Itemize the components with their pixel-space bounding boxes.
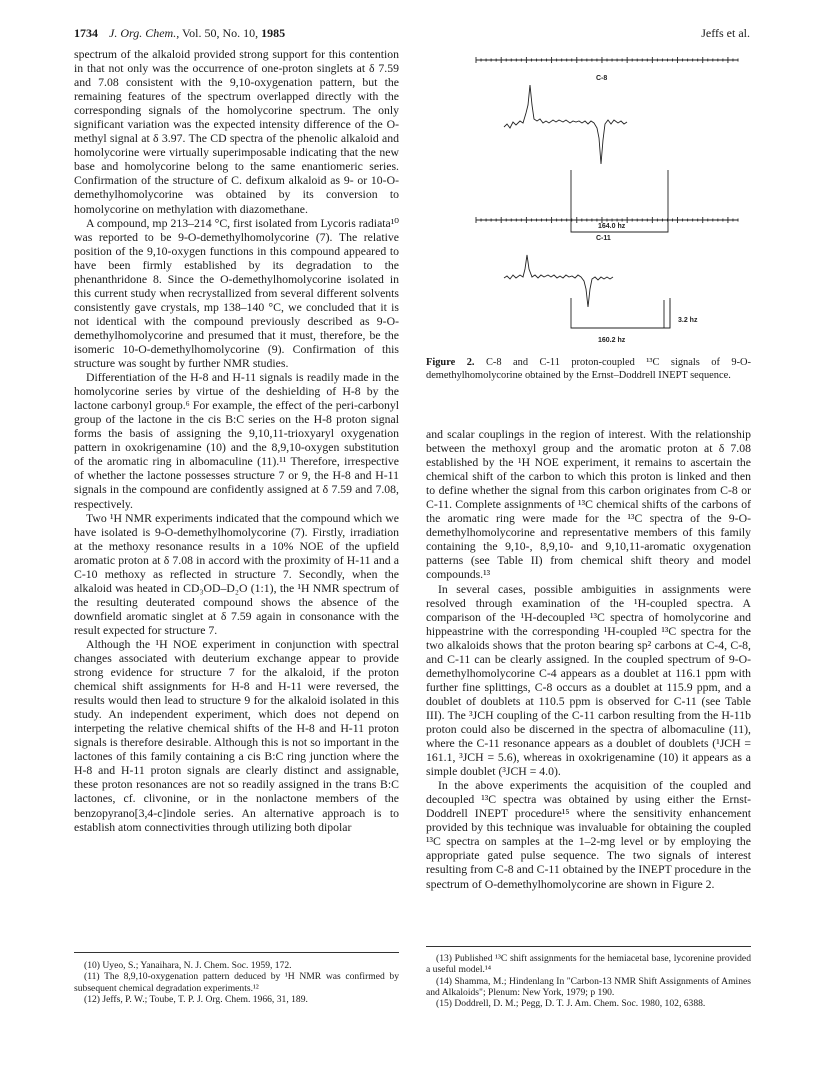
c11-small-width-label: 3.2 hz bbox=[678, 317, 698, 324]
c11-small-bracket bbox=[664, 300, 670, 328]
c8-trace bbox=[504, 85, 627, 164]
body-paragraph: In the above experiments the acquisition of the coupled and decoupled ¹³C spectra was obtained by using either the Ernst-Doddrell INEPT procedure¹⁵ where the sensitivity enhancement provided by this technique was invaluable for obtaining the coupled ¹³C spectra on samples at the 1–2-mg level or by employing the appropriate gated pulse sequence. The two signals of interest resulting from C-8 and C-11 obtained by the INEPT procedure in the spectrum of O-demethylhomolycorine are shown in Figure 2. bbox=[426, 779, 751, 891]
footnotes-left bbox=[74, 960, 399, 1005]
running-authors: Jeffs et al. bbox=[701, 26, 750, 40]
journal-name: J. Org. Chem., bbox=[109, 26, 180, 40]
footnote: (10) Uyeo, S.; Yanaihara, N. J. Chem. Soc. 1959, 172. bbox=[84, 960, 292, 971]
body-paragraph: Differentiation of the H-8 and H-11 signals is readily made in the homolycorine series by virtue of the deshielding of H-8 by the lactone carbonyl group.⁶ For example, the effect of the peri-carbonyl group of the lactone in the cis B:C series on the H-8 proton signal forms the basis of assigning the 9,10,11-trioxyaryl oxygenation pattern in oxokrigenamine (10) and the 8,9,10-oxygen substitution of the aromatic ring in albomaculine (11).¹¹ Therefore, irrespective of whether the lactone possesses structure 7 or 9, the H-8 and H-11 signals in the compound are confidently assigned at δ 7.59 and 7.08, respectively. bbox=[74, 371, 399, 511]
running-header bbox=[74, 26, 750, 44]
c8-label: C-8 bbox=[596, 75, 608, 82]
body-paragraph: Two ¹H NMR experiments indicated that the compound which we have isolated is 9-O-demethylhomolycorine (7). Firstly, irradiation at the methoxy resonance results in a 10% NOE of the upfield aromatic proton at δ 7.08 in accord with the proximity of H-11 and a C-10 methoxy as reflected in structure 7. Secondly, when the alkaloid was heated in CD₃OD–D₂O (1:1), the ¹H NMR spectrum of the resulting deuterated compound shows the absence of the downfield aromatic singlet at δ 7.59 again in consonance with the result expected for structure 7. bbox=[74, 511, 399, 637]
footnote: (14) Shamma, M.; Hindenlang In "Carbon-13 NMR Shift Assignments of Amines and Alkaloids"; Plenum: New York, 1979; p 190. bbox=[426, 975, 751, 998]
nmr-spectra-svg bbox=[426, 46, 751, 346]
c11-width-label: 160.2 hz bbox=[598, 337, 626, 344]
c11-trace bbox=[504, 255, 613, 307]
page-number: 1734 bbox=[74, 26, 98, 40]
footnote: (12) Jeffs, P. W.; Toube, T. P. J. Org. Chem. 1966, 31, 189. bbox=[84, 993, 308, 1005]
footnote: (13) Published ¹³C shift assignments for the hemiacetal base, lycorenine provided a useful model.¹⁴ bbox=[426, 953, 751, 976]
right-column bbox=[426, 428, 751, 892]
figure-2-spectra bbox=[426, 46, 751, 346]
footnote: (11) The 8,9,10-oxygenation pattern deduced by ¹H NMR was confirmed by subsequent chemical degradation experiments.¹² bbox=[74, 971, 399, 994]
c8-width-label: 164.0 hz bbox=[598, 223, 626, 230]
body-paragraph: In several cases, possible ambiguities in assignments were resolved through examination of the ¹H-coupled spectra. A comparison of the ¹H-decoupled ¹³C spectra of homolycorine and hippeastrine with the corresponding ¹H-coupled ¹³C spectra for the two alkaloids shows that the proton bearing sp² carbons at C-4, C-8, and C-11 can be clearly assigned. In the coupled spectrum of 9-O-demethylhomolycorine C-4 appears as a doublet at 116.1 ppm with further fine splittings, C-8 occurs as a doublet at 115.9 ppm, and a doublet of doublets at 110.5 ppm is observed for C-11 (see Table III). The ³JCH coupling of the C-11 carbon resulting from the H-11b proton could also be discerned in the spectra of albomaculine (11), where the C-11 resonance appears as a doublet of doublets (¹JCH = 161.1, ³JCH = 5.6), whereas in oxokrigenamine (10) it appears as a simple doublet (³JCH = 4.0). bbox=[426, 582, 751, 779]
body-paragraph: spectrum of the alkaloid provided strong support for this contention in that not only was the occurrence of one-proton singlets at δ 7.59 and 7.08 consistent with the 9,10-oxygenation pattern, but the remaining features of the spectrum overlapped directly with the corresponding signals of the homolycorine spectrum. The only significant variation was the expected intensity difference of the O-methyl signal at δ 3.97. The CD spectra of the phenolic alkaloid and homolycorine were virtually superimposable indicating that the new base and homolycorine belong to the same enantiomeric series. Confirmation of the structure of C. defixum alkaloid as 9- or 10-O-demethylhomolycorine was obtained by its conversion to homolycorine on methylation with diazomethane. bbox=[74, 48, 399, 216]
figure-caption bbox=[426, 357, 751, 382]
journal-volume: Vol. 50, No. 10, bbox=[182, 26, 259, 40]
caption-text: C-8 and C-11 proton-coupled ¹³C signals of 9-O-demethylhomolycorine obtained by the Ernst–Doddrell INEPT sequence. bbox=[426, 357, 751, 381]
caption-label: Figure 2. bbox=[426, 357, 475, 368]
body-paragraph: and scalar couplings in the region of interest. With the relationship between the methoxyl group and the aromatic proton at δ 7.08 established by the ¹H NOE experiment, it remains to ascertain the chemical shift of the carbon to which this proton is linked and then to define whether the signal from this carbon originates from C-8 or C-11. Complete assignments of ¹³C chemical shifts of the carbons of the aromatic ring were made for the ¹³C spectra of the 9-O-demethylhomolycorine and representative members of this family containing the 9,10-, 8,9,10- and 9,10,11-aromatic oxygenation patterns (see Table II) from chemical shift theory and model compounds.¹³ bbox=[426, 428, 751, 582]
body-paragraph: A compound, mp 213–214 °C, first isolated from Lycoris radiata¹⁰ was reported to be 9-O-demethylhomolycorine (7). The relative position of the 9,10-oxygen functions in this compound appeared to have been firmly established by its degradation to the phenanthridone 8. Since the O-demethylhomolycorine isolated in this current study when recrystallized from several different solvents consistently gave crystals, mp 138–140 °C, we concluded that it is not identical with the compound previously described as 9-O-demethylhomolycorine and presumed that it must, therefore, be the isomeric 10-O-demethylhomolycorine (9). Confirmation of this structure was sought by further NMR studies. bbox=[74, 216, 399, 371]
c11-bracket bbox=[571, 298, 670, 328]
footnote-rule-left bbox=[74, 952, 399, 953]
journal-year: 1985 bbox=[261, 26, 286, 40]
footnotes-right bbox=[426, 953, 751, 1009]
body-paragraph: Although the ¹H NOE experiment in conjunction with spectral changes associated with deuterium exchange appear to provide strong evidence for structure 7 for the alkaloid, if the proton chemical shift assignments for H-8 and H-11 were reversed, the results would then lead to structure 9 for the alkaloid isolated in this study. An independent experiment, which does not depend on interpeting the relative chemical shifts of the H-8 and H-11 proton signals is therefore desirable. Although this is not so important in the lactones of this family containing a cis B:C ring junction where the H-8 and H-11 proton signals are clearly distinct and assignable, these proton resonances are not so readily assigned in the trans B:C lactones, cf. clivonine, or in the nonlactone members of the benzopyrano[3,4-c]indole series. An alternative approach is to establish atom connectivities through utilizing both dipolar bbox=[74, 637, 399, 834]
left-column bbox=[74, 48, 399, 835]
c11-label: C-11 bbox=[596, 235, 611, 242]
footnote: (15) Doddrell, D. M.; Pegg, D. T. J. Am. Chem. Soc. 1980, 102, 6388. bbox=[436, 998, 706, 1010]
footnote-rule-right bbox=[426, 946, 751, 947]
journal-citation bbox=[74, 26, 285, 41]
